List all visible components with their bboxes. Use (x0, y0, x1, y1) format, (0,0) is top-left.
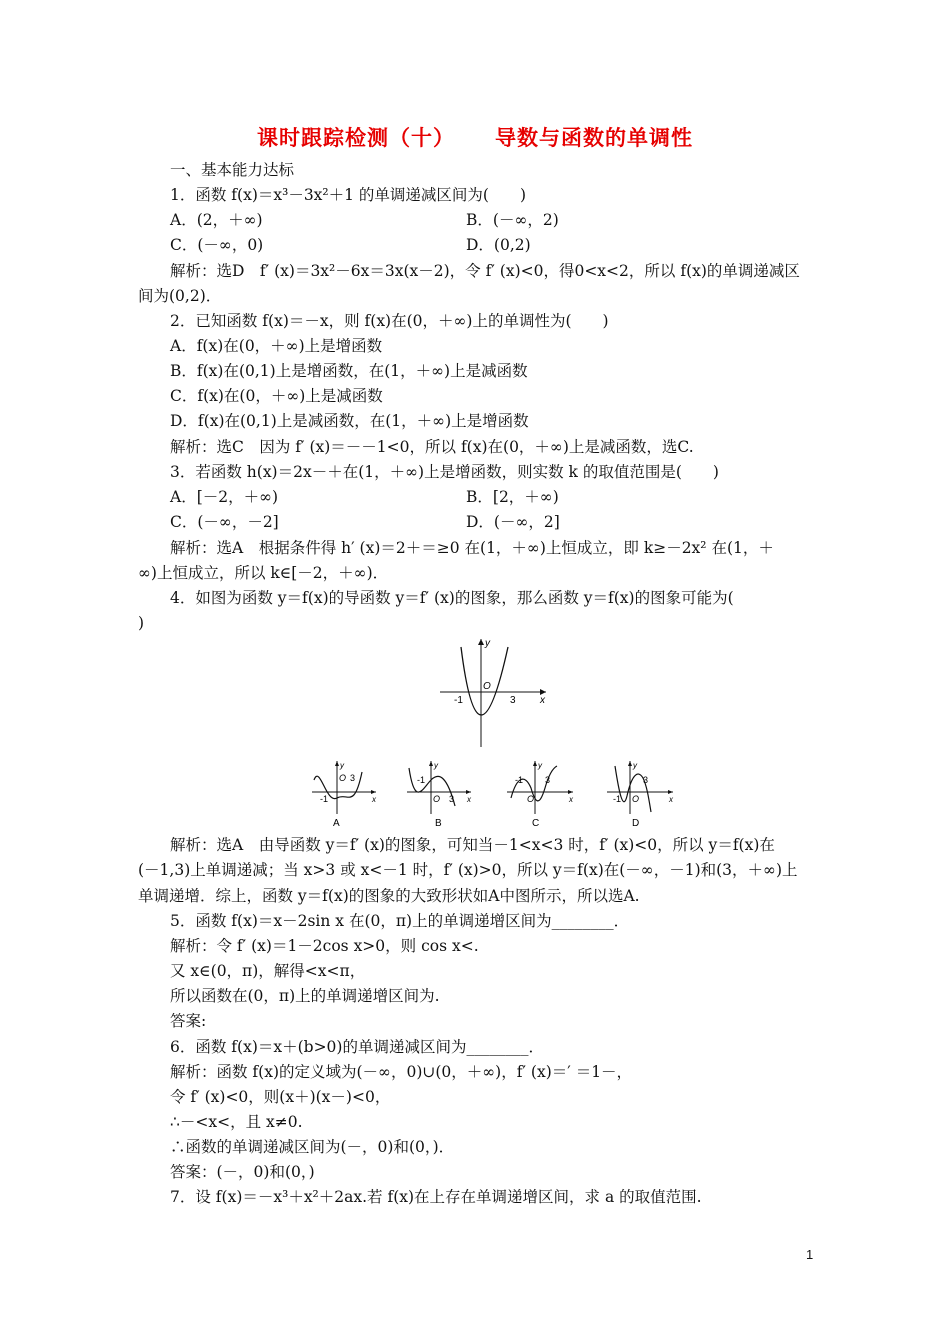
option-d-graph (605, 758, 677, 830)
question-7: 7．设 f(x)＝－x³＋x²＋2ax.若 f(x)在上存在单调递增区间，求 a 的取值范围. (170, 1188, 702, 1206)
optD-three: 3 (643, 775, 649, 785)
optA-neg1: -1 (320, 794, 329, 804)
q5-solution-line3: 所以函数在(0，π)上的单调递增区间为. (170, 987, 440, 1005)
optB-letter: B (435, 818, 442, 829)
q2-solution: 解析：选C 因为 f′ (x)＝－－1<0，所以 f(x)在(0，＋∞)上是减函数，选C. (170, 438, 694, 456)
q1-solution-line1: 解析：选D f′ (x)＝3x²－6x＝3x(x－2)，令 f′ (x)<0，得0<x<2，所以 f(x)的单调递减区 (170, 262, 800, 280)
q2-option-d: D．f(x)在(0,1)上是减函数，在(1，＋∞)上是增函数 (170, 412, 529, 430)
page-title (0, 122, 950, 152)
q2-option-b: B．f(x)在(0,1)上是增函数，在(1，＋∞)上是减函数 (170, 362, 528, 380)
optB-neg1: -1 (417, 775, 426, 785)
fig-x-label: x (540, 695, 545, 706)
title-part-b: 导数与函数的单调性 (495, 125, 693, 150)
optA-origin: O (339, 773, 347, 783)
q1-option-c: C．(－∞，0) (170, 236, 264, 254)
question-1: 1．函数 f(x)＝x³－3x²＋1 的单调递减区间为( ) (170, 186, 527, 204)
q3-solution-line2: ∞)上恒成立，所以 k∈[－2，＋∞)． (138, 564, 389, 582)
q6-solution-line4: ∴函数的单调递减区间为(－，0)和(0，)． (170, 1138, 455, 1156)
option-b-graph (405, 758, 475, 830)
optD-x: x (669, 795, 673, 804)
optC-origin: O (527, 794, 535, 804)
question-2: 2．已知函数 f(x)＝－x，则 f(x)在(0，＋∞)上的单调性为( ) (170, 312, 609, 330)
q3-solution-line1: 解析：选A 根据条件得 h′ (x)＝2＋＝≥0 在(1，＋∞)上恒成立，即 k≥－2x² 在(1，＋ (170, 539, 774, 557)
optC-y: y (538, 761, 542, 770)
page-number: 1 (806, 1247, 814, 1262)
optC-neg1: -1 (515, 775, 524, 785)
fig-three-label: 3 (510, 695, 516, 706)
q1-option-b: B．(－∞，2) (466, 211, 559, 229)
q1-option-a: A．(2，＋∞) (170, 211, 263, 229)
q1-solution-line2: 间为(0,2)． (138, 287, 222, 305)
title-part-a: 课时跟踪检测（十） (257, 125, 455, 150)
optD-origin: O (632, 794, 640, 804)
q6-answer: 答案：(－，0)和(0，) (170, 1163, 315, 1181)
optC-letter: C (532, 818, 540, 829)
optD-y: y (633, 761, 637, 770)
q3-option-c: C．(－∞，－2] (170, 513, 279, 531)
optB-origin: O (433, 794, 441, 804)
optA-three: 3 (350, 773, 356, 783)
question-6: 6．函数 f(x)＝x＋(b>0)的单调递减区间为________． (170, 1038, 544, 1056)
question-3: 3．若函数 h(x)＝2x－＋在(1，＋∞)上是增函数，则实数 k 的取值范围是( ) (170, 463, 719, 481)
derivative-graph-figure (434, 635, 554, 750)
q3-option-a: A．[－2，＋∞) (170, 488, 279, 506)
q6-solution-line1: 解析：函数 f(x)的定义域为(－∞，0)∪(0，＋∞)，f′ (x)＝′ ＝1－， (170, 1063, 633, 1081)
optB-y: y (434, 761, 438, 770)
q3-option-b: B．[2，＋∞) (466, 488, 559, 506)
optA-x: x (372, 795, 376, 804)
q1-option-d: D．(0,2) (466, 236, 531, 254)
optD-letter: D (632, 818, 640, 829)
optC-three: 3 (545, 775, 551, 785)
question-4-cont: ) (138, 614, 145, 632)
optA-letter: A (333, 818, 340, 829)
q3-option-d: D．(－∞，2] (466, 513, 560, 531)
question-5: 5．函数 f(x)＝x－2sin x 在(0，π)上的单调递增区间为________． (170, 912, 630, 930)
q4-solution-line2: (－1,3)上单调递减；当 x>3 或 x<－1 时，f′ (x)>0，所以 y＝f(x)在(－∞，－1)和(3，＋∞)上 (138, 861, 798, 879)
q2-option-a: A．f(x)在(0，＋∞)上是增函数 (170, 337, 383, 355)
fig-y-label: y (485, 638, 490, 649)
q5-solution-line1: 解析：令 f′ (x)＝1－2cos x>0，则 cos x<. (170, 937, 479, 955)
optA-y: y (340, 761, 344, 770)
fig-neg1-label: -1 (454, 695, 463, 706)
q5-solution-line2: 又 x∈(0，π)，解得<x<π， (170, 962, 366, 980)
q4-solution-line3: 单调递增．综上，函数 y＝f(x)的图象的大致形状如A中图所示，所以选A. (138, 887, 640, 905)
q6-solution-line3: ∴－<x<，且 x≠0. (170, 1113, 303, 1131)
q6-solution-line2: 令 f′ (x)<0，则(x＋)(x－)<0， (170, 1088, 391, 1106)
q5-answer: 答案: (170, 1012, 207, 1030)
fig-origin-label: O (483, 681, 491, 692)
section-heading: 一、基本能力达标 (170, 161, 295, 179)
q4-solution-line1: 解析：选A 由导函数 y＝f′ (x)的图象，可知当－1<x<3 时，f′ (x)<0，所以 y＝f(x)在 (170, 836, 775, 854)
option-c-graph (505, 758, 577, 830)
optD-neg1: -1 (613, 794, 622, 804)
question-4: 4．如图为函数 y＝f(x)的导函数 y＝f′ (x)的图象，那么函数 y＝f(x)的图象可能为( (170, 589, 734, 607)
q2-option-c: C．f(x)在(0，＋∞)上是减函数 (170, 387, 383, 405)
optB-three: 3 (449, 794, 455, 804)
optB-x: x (467, 795, 471, 804)
optC-x: x (569, 795, 573, 804)
option-a-graph (310, 758, 380, 830)
